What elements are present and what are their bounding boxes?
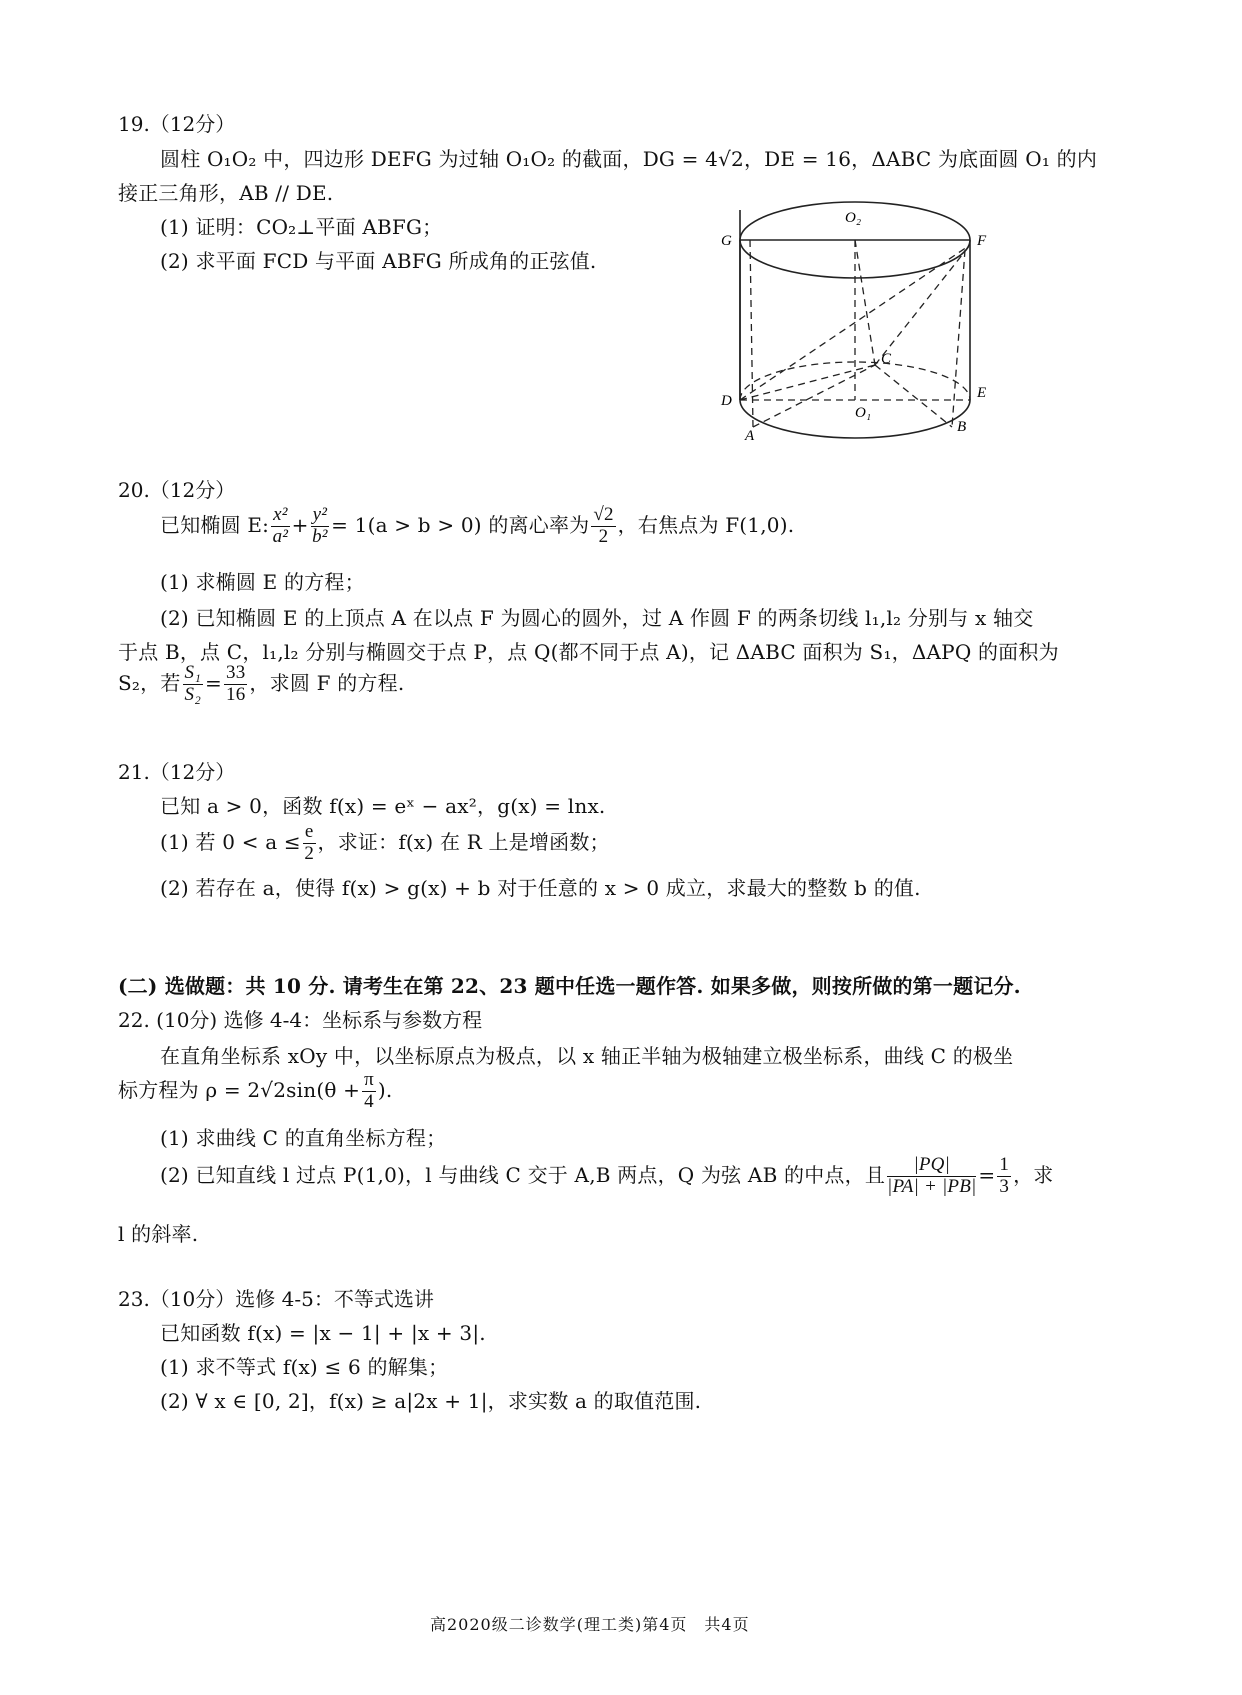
segment-o2c xyxy=(855,240,875,365)
q22-part2 xyxy=(160,1155,1054,1198)
q20-statement xyxy=(160,505,794,548)
q20-s2-text: S₂，若 xyxy=(118,670,181,695)
fraction-y2-b2: $\frac{\text{y²}}{\text{b²}}$ xyxy=(312,504,328,547)
q20-heading: 20.（12分） xyxy=(118,478,236,502)
q20-part2-line1: (2) 已知椭圆 E 的上顶点 A 在以点 F 为圆心的圆外，过 A 作圆 F 的两条切线 l₁,l₂ 分别与 x 轴交 xyxy=(160,606,1034,630)
q22-polar-eq-post: ). xyxy=(377,1077,393,1102)
q21-statement: 已知 a > 0，函数 f(x) = eˣ − ax²，g(x) = lnx. xyxy=(160,794,606,818)
q21-part1 xyxy=(160,822,610,865)
label-d: D xyxy=(721,393,732,409)
cylinder-figure xyxy=(715,195,1005,445)
q20-text-mid: = 1(a > b > 0) 的离心率为 xyxy=(331,512,590,537)
fraction-s1-s2: $\frac{\text{S₁}}{\text{S₂}}$ xyxy=(184,662,202,705)
section2-heading: (二) 选做题：共 10 分. 请考生在第 22、23 题中任选一题作答. 如果多做，则按所做的第一题记分. xyxy=(118,974,1021,998)
equals-sign: = xyxy=(978,1162,996,1187)
segment-dc xyxy=(740,365,875,400)
fraction-1-3: $\frac{1}{3}$ xyxy=(999,1154,1010,1197)
label-c: C xyxy=(881,351,892,367)
q20-text-pre: 已知椭圆 E: xyxy=(160,512,270,537)
label-f: F xyxy=(977,233,987,249)
q23-heading: 23.（10分）选修 4-5：不等式选讲 xyxy=(118,1287,434,1311)
q19-heading: 19.（12分） xyxy=(118,112,236,136)
fraction-e-2: $\frac{e}{2}$ xyxy=(304,821,315,864)
q20-part1: (1) 求椭圆 E 的方程； xyxy=(160,570,365,594)
q19-statement-line1: 圆柱 O₁O₂ 中，四边形 DEFG 为过轴 O₁O₂ 的截面，DG = 4√2，DE = 16，ΔABC 为底面圆 O₁ 的内 xyxy=(160,147,1098,171)
q22-polar-eq-pre: 标方程为 ρ = 2√2sin(θ + xyxy=(118,1077,361,1102)
q22-part2-pre: (2) 已知直线 l 过点 P(1,0)，l 与曲线 C 交于 A,B 两点，Q 为弦 AB 的中点，且 xyxy=(160,1162,886,1187)
q19-part1: (1) 证明：CO₂⊥平面 ABFG； xyxy=(160,215,443,239)
segment-cb xyxy=(875,365,952,427)
label-o2: O₂ xyxy=(845,210,862,226)
q23-part1: (1) 求不等式 f(x) ≤ 6 的解集； xyxy=(160,1355,449,1379)
fraction-pi-4: $\frac{\pi}{4}$ xyxy=(364,1069,374,1112)
q20-part2-line2: 于点 B，点 C，l₁,l₂ 分别与椭圆交于点 P，点 Q(都不同于点 A)，记 ΔABC 面积为 S₁，ΔAPQ 的面积为 xyxy=(118,640,1059,664)
q22-part1: (1) 求曲线 C 的直角坐标方程； xyxy=(160,1126,447,1150)
q21-part2: (2) 若存在 a，使得 f(x) > g(x) + b 对于任意的 x > 0 成立，求最大的整数 b 的值. xyxy=(160,876,921,900)
plus-sign: + xyxy=(291,512,309,537)
q19-statement-line2: 接正三角形，AB // DE. xyxy=(118,181,334,205)
q20-ask-text: ，求圆 F 的方程. xyxy=(249,670,405,695)
q19-part2: (2) 求平面 FCD 与平面 ABFG 所成角的正弦值. xyxy=(160,249,597,273)
q22-part2-post: ，求 xyxy=(1013,1162,1054,1187)
q23-part2: (2) ∀ x ∈ [0, 2]，f(x) ≥ a|2x + 1|，求实数 a 的取值范围. xyxy=(160,1389,702,1413)
q21-part1-pre: (1) 若 0 < a ≤ xyxy=(160,829,301,854)
q22-statement-line2 xyxy=(118,1070,392,1113)
label-b: B xyxy=(957,419,967,435)
label-g: G xyxy=(721,233,732,249)
q21-part1-post: ，求证：f(x) 在 R 上是增函数； xyxy=(317,829,610,854)
q22-heading: 22. (10分) 选修 4-4：坐标系与参数方程 xyxy=(118,1008,483,1032)
label-o1: O₁ xyxy=(855,405,872,421)
segment-cf xyxy=(875,245,970,365)
fraction-33-16: $\frac{33}{16}$ xyxy=(226,662,246,705)
q20-part2-line3 xyxy=(118,663,404,706)
q22-part2-line2: l 的斜率. xyxy=(118,1222,199,1246)
bottom-back-arc xyxy=(740,362,970,400)
fraction-sqrt2-2: $\frac{√2}{2}$ xyxy=(593,504,614,547)
fraction-x2-a2: $\frac{\text{x²}}{\text{a²}}$ xyxy=(272,504,289,547)
fraction-pq-ratio: $\frac{|PQ|}{|PA| + |PB|}$ xyxy=(887,1154,977,1197)
equals-sign: = xyxy=(205,670,223,695)
segment-ga xyxy=(750,240,753,427)
q21-heading: 21.（12分） xyxy=(118,760,236,784)
page-footer: 高2020级二诊数学(理工类)第4页 共4页 xyxy=(430,1615,750,1634)
q20-text-post: ，右焦点为 F(1,0). xyxy=(617,512,795,537)
label-a: A xyxy=(745,428,755,444)
label-e: E xyxy=(977,385,987,401)
q22-statement-line1: 在直角坐标系 xOy 中，以坐标原点为极点，以 x 轴正半轴为极轴建立极坐标系，曲线 C 的极坐 xyxy=(160,1044,1014,1068)
q23-statement: 已知函数 f(x) = |x − 1| + |x + 3|. xyxy=(160,1321,486,1345)
